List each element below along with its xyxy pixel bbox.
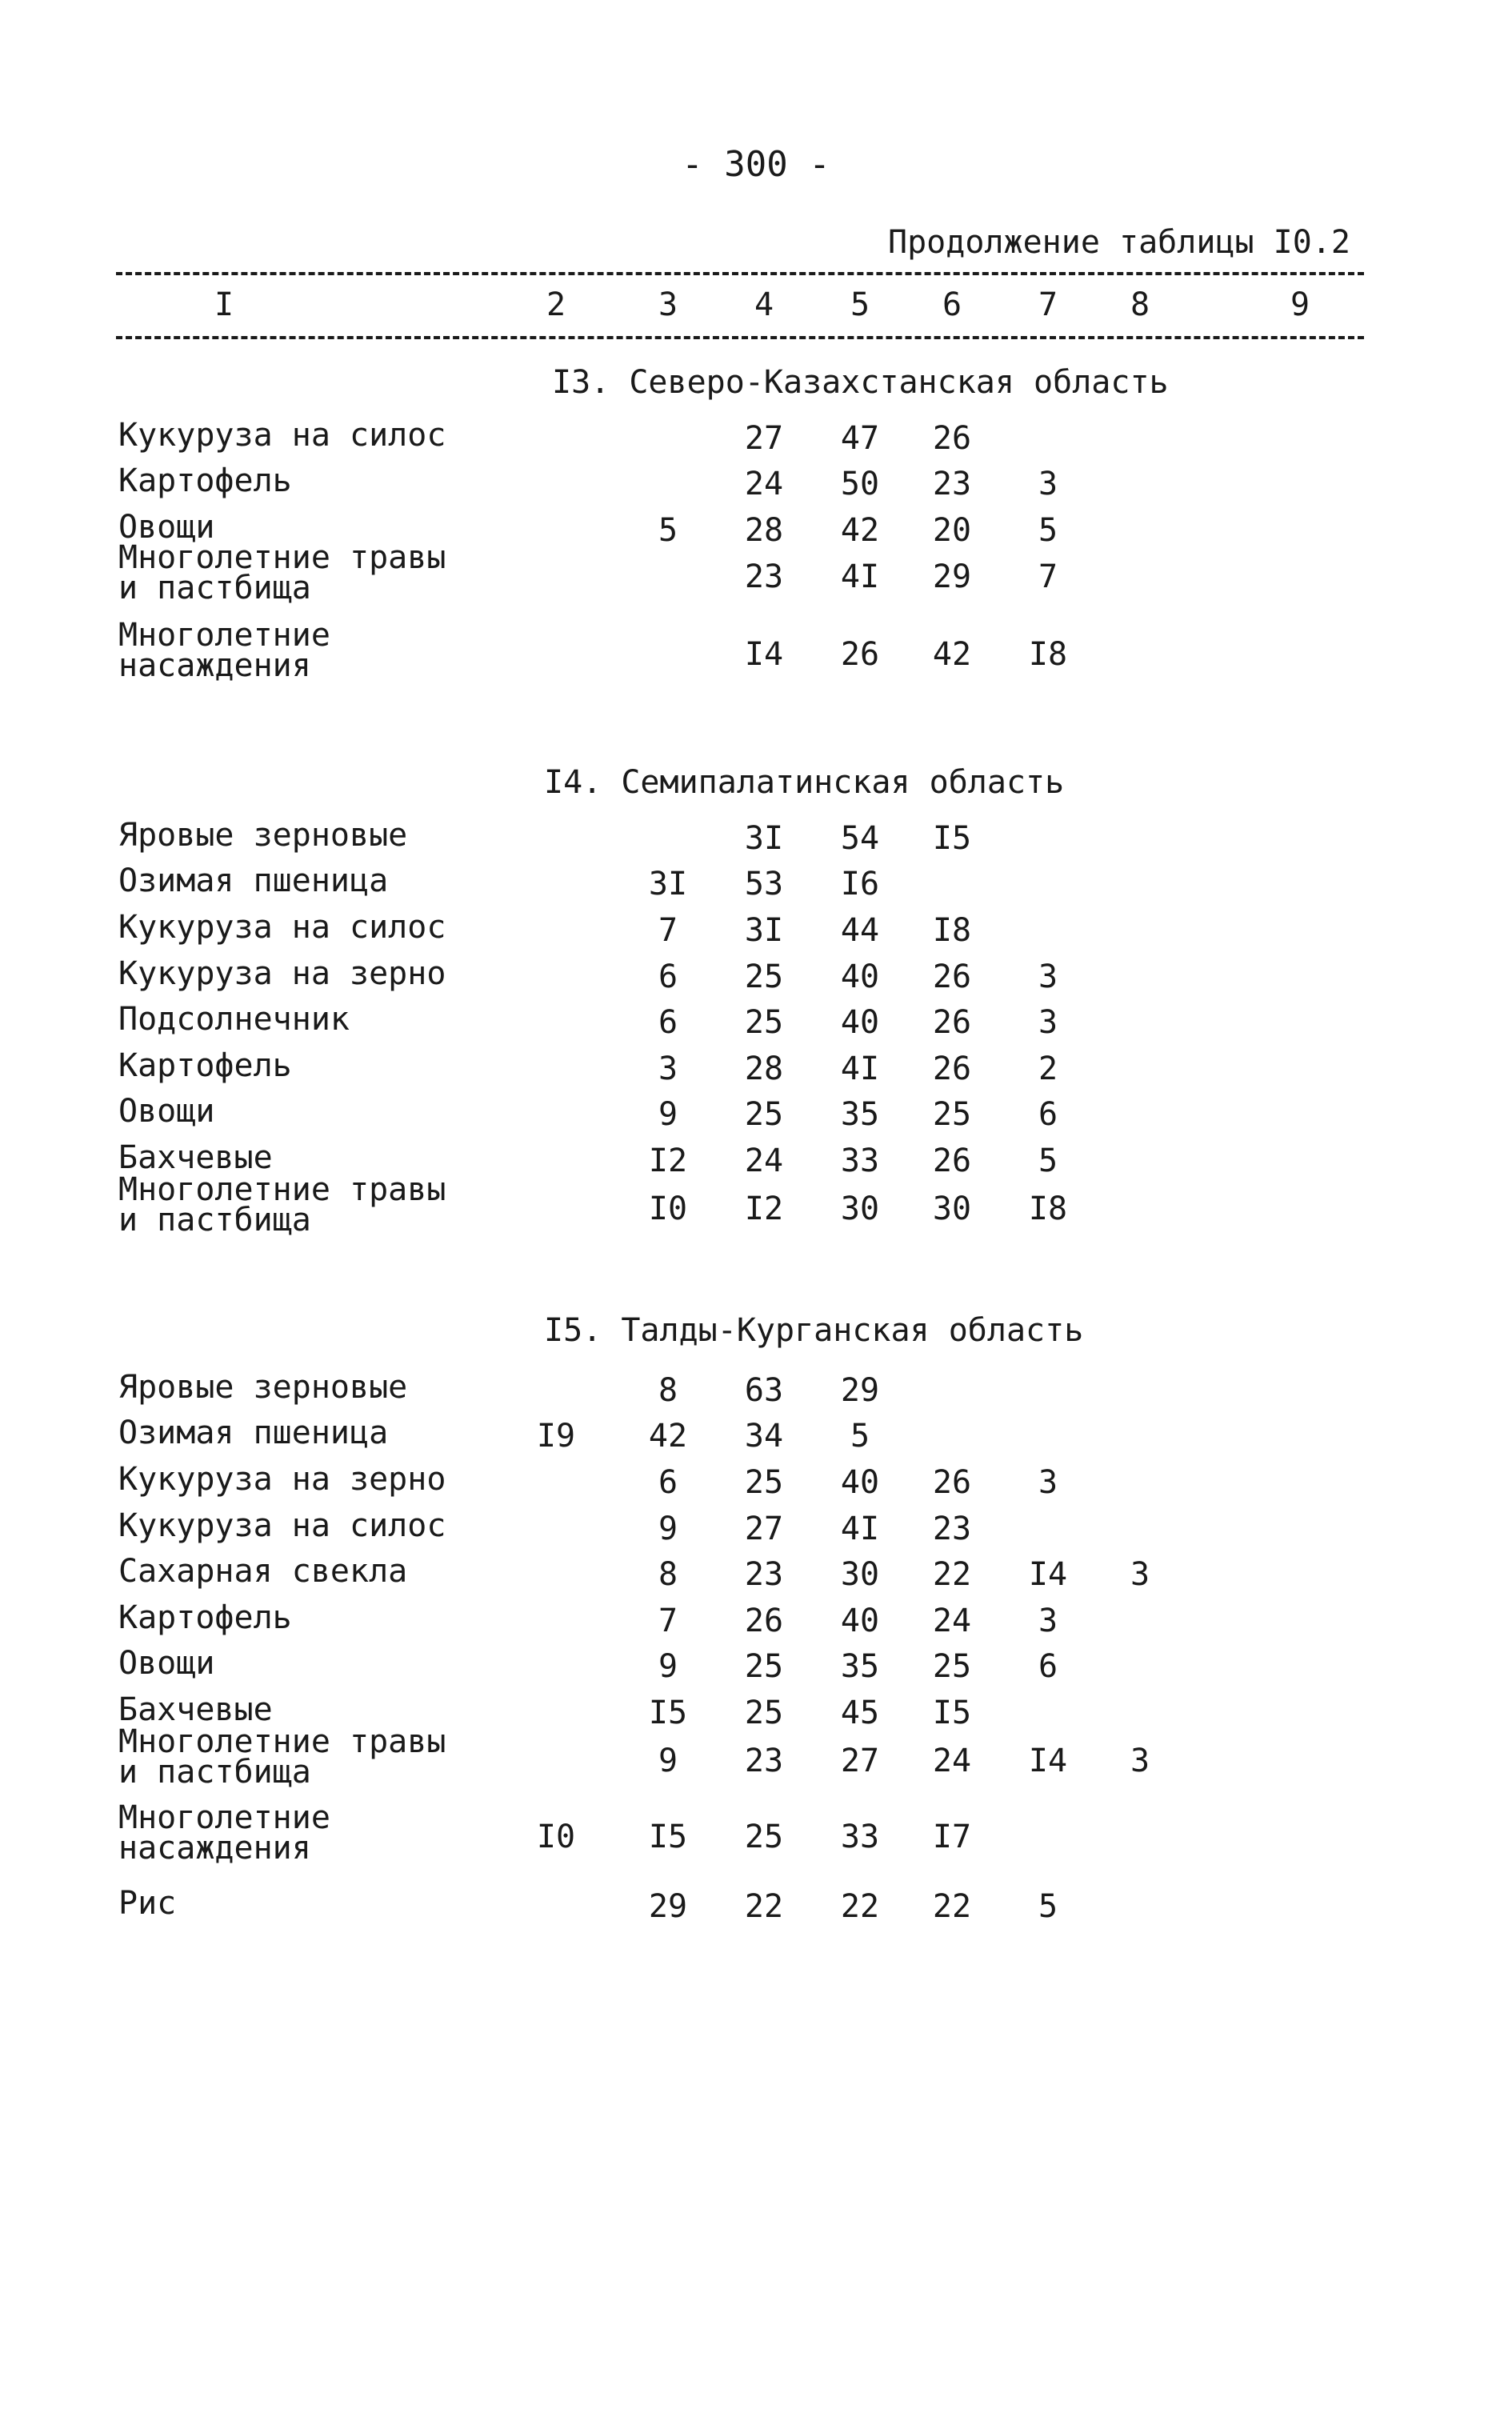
cell-col-4: 25 — [744, 1464, 784, 1501]
table-row — [0, 417, 1512, 468]
cell-col-5: 44 — [840, 912, 880, 949]
cell-col-6: 26 — [932, 1464, 972, 1501]
table-row — [0, 1553, 1512, 1604]
cell-col-5: 30 — [840, 1190, 880, 1227]
table-row — [0, 1171, 1512, 1239]
table-row — [0, 1723, 1512, 1791]
cell-col-5: 42 — [840, 512, 880, 549]
table-row — [0, 862, 1512, 914]
table-row — [0, 1047, 1512, 1098]
section-title: I5. Талды-Курганская область — [544, 1312, 1084, 1349]
cell-col-7: 7 — [1038, 558, 1058, 595]
cell-col-3: I5 — [648, 1695, 688, 1731]
page-number: - 300 - — [682, 144, 830, 185]
cell-col-4: 23 — [744, 1743, 784, 1779]
row-label: Бахчевые — [118, 1691, 273, 1728]
cell-col-5: 33 — [840, 1142, 880, 1179]
cell-col-5: 35 — [840, 1648, 880, 1685]
section-title: I3. Северо-Казахстанская область — [552, 364, 1169, 401]
cell-col-7: 3 — [1038, 1004, 1058, 1041]
table-row — [0, 1599, 1512, 1651]
cell-col-4: 24 — [744, 1142, 784, 1179]
cell-col-5: 26 — [840, 636, 880, 673]
cell-col-6: 25 — [932, 1648, 972, 1685]
cell-col-4: 53 — [744, 866, 784, 902]
cell-col-2: I0 — [536, 1819, 576, 1855]
column-number-8: 8 — [1130, 286, 1150, 323]
row-label: Подсолнечник — [118, 1001, 350, 1038]
cell-col-6: I5 — [932, 820, 972, 857]
table-row — [0, 1415, 1512, 1466]
cell-col-5: 40 — [840, 1603, 880, 1639]
cell-col-7: I4 — [1028, 1743, 1068, 1779]
cell-col-8: 3 — [1130, 1556, 1150, 1593]
table-row — [0, 817, 1512, 868]
cell-col-4: 63 — [744, 1372, 784, 1409]
cell-col-4: 27 — [744, 420, 784, 457]
column-number-2: 2 — [546, 286, 566, 323]
cell-col-6: 20 — [932, 512, 972, 549]
cell-col-7: I8 — [1028, 1190, 1068, 1227]
cell-col-3: 7 — [658, 1603, 678, 1639]
cell-col-6: 26 — [932, 1050, 972, 1087]
cell-col-5: 27 — [840, 1743, 880, 1779]
cell-col-3: 7 — [658, 912, 678, 949]
cell-col-5: 47 — [840, 420, 880, 457]
cell-col-3: 6 — [658, 1464, 678, 1501]
table-row — [0, 1507, 1512, 1559]
header-top-rule — [116, 272, 1364, 275]
row-label: Бахчевые — [118, 1139, 273, 1176]
cell-col-5: 45 — [840, 1695, 880, 1731]
cell-col-5: 5 — [850, 1418, 870, 1455]
cell-col-5: 22 — [840, 1888, 880, 1925]
cell-col-4: 24 — [744, 466, 784, 502]
cell-col-6: 25 — [932, 1096, 972, 1133]
cell-col-7: 3 — [1038, 1603, 1058, 1639]
cell-col-8: 3 — [1130, 1743, 1150, 1779]
cell-col-5: 50 — [840, 466, 880, 502]
row-label: Многолетние травы и пастбища — [118, 539, 446, 606]
cell-col-5: 4I — [840, 1511, 880, 1547]
continuation-label: Продолжение таблицы I0.2 — [888, 224, 1350, 261]
column-number-7: 7 — [1038, 286, 1058, 323]
row-label: Яровые зерновые — [118, 1369, 408, 1406]
cell-col-4: I2 — [744, 1190, 784, 1227]
cell-col-3: 6 — [658, 1004, 678, 1041]
cell-col-5: I6 — [840, 866, 880, 902]
cell-col-5: 4I — [840, 558, 880, 595]
cell-col-4: 25 — [744, 1004, 784, 1041]
cell-col-6: 24 — [932, 1603, 972, 1639]
column-number-6: 6 — [942, 286, 962, 323]
column-number-1: I — [214, 286, 234, 323]
row-label: Картофель — [118, 1599, 292, 1636]
row-label: Кукуруза на силос — [118, 417, 446, 454]
row-label: Кукуруза на силос — [118, 1507, 446, 1544]
cell-col-4: 25 — [744, 958, 784, 995]
cell-col-6: 29 — [932, 558, 972, 595]
row-label: Овощи — [118, 1645, 215, 1682]
column-number-4: 4 — [754, 286, 774, 323]
cell-col-5: 54 — [840, 820, 880, 857]
cell-col-3: 9 — [658, 1648, 678, 1685]
row-label: Многолетние насаждения — [118, 617, 330, 684]
table-row — [0, 1369, 1512, 1420]
row-label: Рис — [118, 1885, 177, 1922]
cell-col-4: 25 — [744, 1096, 784, 1133]
cell-col-5: 29 — [840, 1372, 880, 1409]
cell-col-6: I7 — [932, 1819, 972, 1855]
cell-col-4: 3I — [744, 820, 784, 857]
table-row — [0, 1799, 1512, 1867]
cell-col-6: 26 — [932, 1142, 972, 1179]
table-row — [0, 1885, 1512, 1936]
row-label: Многолетние насаждения — [118, 1799, 330, 1867]
cell-col-5: 40 — [840, 1464, 880, 1501]
cell-col-6: 30 — [932, 1190, 972, 1227]
row-label: Картофель — [118, 462, 292, 499]
cell-col-5: 40 — [840, 1004, 880, 1041]
row-label: Кукуруза на зерно — [118, 1461, 446, 1498]
cell-col-6: 26 — [932, 1004, 972, 1041]
row-label: Кукуруза на зерно — [118, 955, 446, 992]
cell-col-3: 3 — [658, 1050, 678, 1087]
table-row — [0, 955, 1512, 1006]
cell-col-3: 8 — [658, 1556, 678, 1593]
cell-col-6: 23 — [932, 466, 972, 502]
cell-col-6: I5 — [932, 1695, 972, 1731]
cell-col-6: 22 — [932, 1888, 972, 1925]
table-row — [0, 909, 1512, 960]
header-bottom-rule — [116, 336, 1364, 339]
table-row — [0, 539, 1512, 606]
row-label: Овощи — [118, 1093, 215, 1130]
cell-col-6: 26 — [932, 420, 972, 457]
cell-col-4: 23 — [744, 1556, 784, 1593]
cell-col-5: 35 — [840, 1096, 880, 1133]
cell-col-4: 25 — [744, 1648, 784, 1685]
cell-col-4: 23 — [744, 558, 784, 595]
row-label: Овощи — [118, 509, 215, 546]
cell-col-3: I5 — [648, 1819, 688, 1855]
cell-col-3: 42 — [648, 1418, 688, 1455]
cell-col-7: 3 — [1038, 466, 1058, 502]
cell-col-5: 33 — [840, 1819, 880, 1855]
cell-col-7: 6 — [1038, 1096, 1058, 1133]
cell-col-6: 22 — [932, 1556, 972, 1593]
table-row — [0, 462, 1512, 514]
cell-col-3: 6 — [658, 958, 678, 995]
cell-col-6: 24 — [932, 1743, 972, 1779]
row-label: Сахарная свекла — [118, 1553, 408, 1590]
cell-col-7: 3 — [1038, 1464, 1058, 1501]
cell-col-4: I4 — [744, 636, 784, 673]
section-title: I4. Семипалатинская область — [544, 764, 1065, 801]
cell-col-4: 22 — [744, 1888, 784, 1925]
cell-col-2: I9 — [536, 1418, 576, 1455]
column-number-5: 5 — [850, 286, 870, 323]
table-row — [0, 1645, 1512, 1696]
cell-col-4: 25 — [744, 1819, 784, 1855]
column-number-3: 3 — [658, 286, 678, 323]
cell-col-3: I2 — [648, 1142, 688, 1179]
row-label: Кукуруза на силос — [118, 909, 446, 946]
table-row — [0, 1093, 1512, 1144]
cell-col-3: 5 — [658, 512, 678, 549]
cell-col-3: 9 — [658, 1511, 678, 1547]
table-row — [0, 617, 1512, 684]
cell-col-3: I0 — [648, 1190, 688, 1227]
cell-col-7: 5 — [1038, 1142, 1058, 1179]
cell-col-4: 34 — [744, 1418, 784, 1455]
cell-col-4: 26 — [744, 1603, 784, 1639]
table-row — [0, 1461, 1512, 1512]
row-label: Озимая пшеница — [118, 1415, 389, 1451]
cell-col-6: 42 — [932, 636, 972, 673]
cell-col-7: I4 — [1028, 1556, 1068, 1593]
cell-col-4: 27 — [744, 1511, 784, 1547]
cell-col-7: 6 — [1038, 1648, 1058, 1685]
cell-col-4: 28 — [744, 512, 784, 549]
cell-col-6: I8 — [932, 912, 972, 949]
table-row — [0, 1001, 1512, 1052]
cell-col-3: 9 — [658, 1743, 678, 1779]
cell-col-3: 29 — [648, 1888, 688, 1925]
column-number-9: 9 — [1290, 286, 1310, 323]
cell-col-4: 28 — [744, 1050, 784, 1087]
cell-col-3: 3I — [648, 866, 688, 902]
cell-col-5: 4I — [840, 1050, 880, 1087]
cell-col-7: I8 — [1028, 636, 1068, 673]
cell-col-4: 3I — [744, 912, 784, 949]
cell-col-7: 5 — [1038, 1888, 1058, 1925]
row-label: Многолетние травы и пастбища — [118, 1723, 446, 1791]
row-label: Озимая пшеница — [118, 862, 389, 899]
cell-col-6: 23 — [932, 1511, 972, 1547]
cell-col-7: 2 — [1038, 1050, 1058, 1087]
row-label: Многолетние травы и пастбища — [118, 1171, 446, 1239]
row-label: Яровые зерновые — [118, 817, 408, 854]
cell-col-7: 5 — [1038, 512, 1058, 549]
cell-col-6: 26 — [932, 958, 972, 995]
row-label: Картофель — [118, 1047, 292, 1084]
cell-col-3: 9 — [658, 1096, 678, 1133]
cell-col-7: 3 — [1038, 958, 1058, 995]
cell-col-5: 30 — [840, 1556, 880, 1593]
cell-col-5: 40 — [840, 958, 880, 995]
cell-col-3: 8 — [658, 1372, 678, 1409]
cell-col-4: 25 — [744, 1695, 784, 1731]
